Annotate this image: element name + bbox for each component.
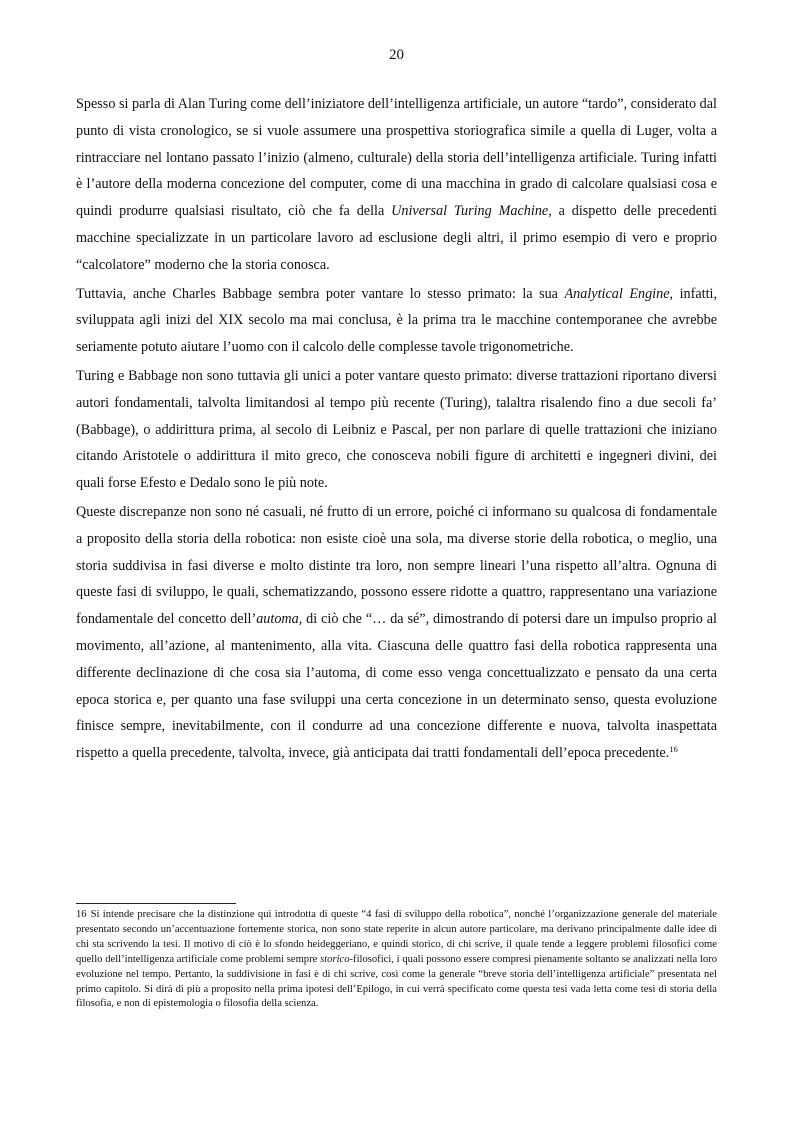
paragraph-text: , a dispetto delle precedenti macchine specializzate in un particolare lavoro ad esclusione degli altri, il primo esempio di vero e proprio “calcolatore” moderno che la storia conosca. [76, 203, 717, 273]
paragraph-text: , di ciò che “… da sé”, dimostrando di potersi dare un impulso proprio al movimento, all’azione, al mantenimento, alla vita. Ciascuna delle quattro fasi della robotica rappresenta una differente declinazione di che cosa sia l’automa, di come esso venga concettualizzato e pensato da una certa epoca storica e, per quanto una fase sviluppi una certa concezione in un determinato senso, questa evoluzione finisce sempre, inevitabilmente, con il condurre ad una concezione differente e nuova, talvolta inaspettata rispetto a quella precedente, talvolta, invece, già anticipata dai tratti fondamentali dell’epoca precedente. [76, 611, 717, 762]
paragraph-babbage [76, 281, 717, 361]
paragraph-turing [76, 91, 717, 279]
italic-term: automa [256, 611, 299, 628]
paragraph-text: Spesso si parla di Alan Turing come dell’iniziatore dell’intelligenza artificiale, un autore “tardo”, considerato dal punto di vista cronologico, se si vuole assumere una prospettiva storiografica simile a quella di Luger, volta a rintracciare nel lontano passato l’inizio (almeno, culturale) della storia dell’intelligenza artificiale. Turing infatti è l’autore della moderna concezione del computer, come di una macchina in grado di calcolare qualsiasi cosa e quindi produrre qualsiasi risultato, ciò che fa della [76, 96, 717, 220]
paragraph-text: Queste discrepanze non sono né casuali, né frutto di un errore, poiché ci informano su qualcosa di fondamentale a proposito della storia della robotica: non esiste cioè una sola, ma diverse storie della robotica, o meglio, una storia suddivisa in fasi diverse e molto distinte tra loro, non sempre lineari l’una rispetto all’altra. Ognuna di queste fasi di sviluppo, le quali, schematizzando, possono essere ridotte a quattro, rappresentano una variazione fondamentale del concetto dell’ [76, 503, 717, 628]
paragraph-text: Turing e Babbage non sono tuttavia gli unici a poter vantare questo primato: diverse trattazioni riportano diversi autori fondamentali, talvolta limitandosi al tempo più recente (Turing), talaltra risalendo fino a due secoli fa’ (Babbage), o addirittura prima, al secolo di Leibniz e Pascal, per non parlare di quelle trattazioni che iniziano citando Aristotele o addirittura il mito greco, che conosceva nobili figure di architetti e ingegneri divini, dei quali forse Efesto e Dedalo sono le più note. [76, 367, 717, 492]
footnote-separator [76, 903, 236, 904]
footnote [76, 908, 717, 1012]
paragraph-text: , infatti, sviluppata agli inizi del XIX secolo ma mai conclusa, è la prima tra le macchine contemporanee che avrebbe seriamente potuto aiutare l’uomo con il calcolo delle complesse tavole trigonometriche. [76, 285, 717, 356]
paragraph-discrepanze [76, 499, 717, 767]
footnote-segment: -filosofici, i quali possono essere compresi pienamente soltanto se analizzati nella loro evoluzione nel tempo. Pertanto, la suddivisione in fasi è di chi scrive, così come la generale “breve storia dell’intelligenza artificiale” presentata nel primo capitolo. Si dirà di più a proposito nella prima ipotesi dell’Epilogo, in cui verrà specificato come questa tesi vada letta come tesi di storia della filosofia, e non di epistemologia o filosofia della scienza. [76, 953, 717, 1010]
footnote-reference[interactable]: 16 [669, 744, 678, 755]
footnote-number: 16 [76, 909, 87, 920]
page-number: 20 [389, 47, 404, 63]
body-text [76, 91, 717, 767]
paragraph-text: Tuttavia, anche Charles Babbage sembra poter vantare lo stesso primato: la sua [76, 285, 565, 302]
italic-term: storico [320, 953, 350, 965]
paragraph-primato [76, 363, 717, 497]
footnote-text [76, 908, 717, 1012]
italic-term: Analytical Engine [564, 285, 670, 302]
footnote-segment: Si intende precisare che la distinzione qui introdotta di queste “4 fasi di sviluppo della robotica”, nonché l’organizzazione generale del materiale presentato secondo un’accentuazione fortemente storica, non sono state reperite in alcun autore particolare, ma derivano principalmente dalle idee di chi sta scrivendo la tesi. Il motivo di ciò è lo sfondo heideggeriano, e quindi storico, di chi scrive, il quale tende a leggere problemi filosofici come quello dell’intelligenza artificiale come problemi sempre [76, 909, 717, 965]
italic-term: Universal Turing Machine [391, 203, 549, 220]
